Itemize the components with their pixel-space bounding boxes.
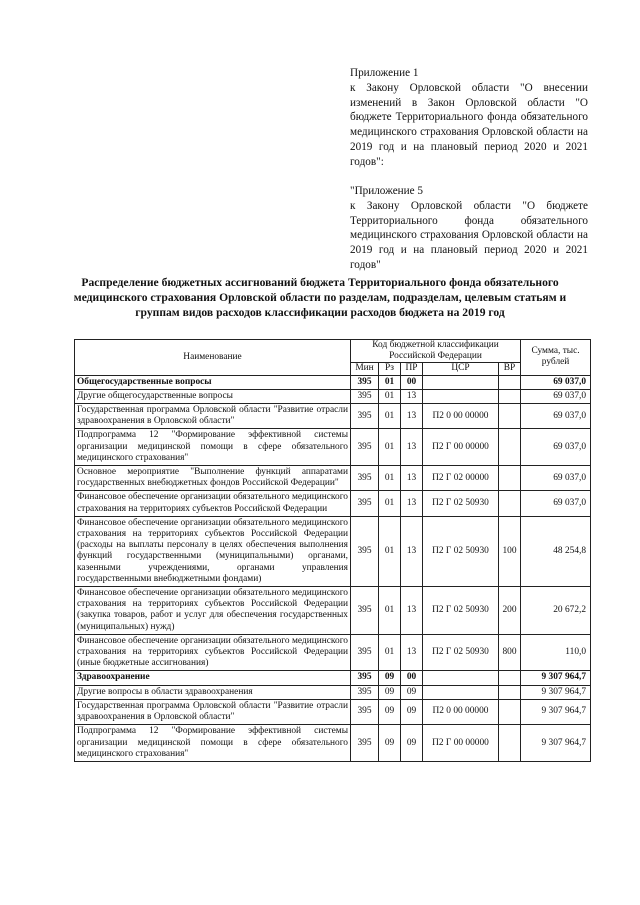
- row-csr: П2 Г 02 50930: [423, 634, 499, 671]
- row-csr: [423, 671, 499, 685]
- row-pr: 09: [401, 685, 423, 699]
- header-rz: Рз: [379, 363, 401, 375]
- row-min: 395: [351, 725, 379, 762]
- row-pr: 13: [401, 404, 423, 429]
- row-csr: П2 Г 02 50930: [423, 491, 499, 516]
- row-vr: [499, 671, 521, 685]
- row-rz: 09: [379, 725, 401, 762]
- appendix-1-text: к Закону Орловской области "О внесении изменений в Закон Орловской области "О бюджете Территориального фонда обязательного медицинского страхования Орловской области на 2019 год и на плановый период 2020 и 2021 годов":: [350, 81, 588, 168]
- table-row: [75, 375, 591, 389]
- row-min: 395: [351, 491, 379, 516]
- row-min: 395: [351, 685, 379, 699]
- table-row: [75, 491, 591, 516]
- row-rz: 01: [379, 429, 401, 466]
- row-amount: 69 037,0: [521, 491, 591, 516]
- row-min: 395: [351, 429, 379, 466]
- row-amount: 110,0: [521, 634, 591, 671]
- row-name: Финансовое обеспечение организации обязательного медицинского страхования на территориях субъектов Российской Федерации (иные бюджетные ассигнования): [75, 634, 351, 671]
- row-name: Финансовое обеспечение организации обязательного медицинского страхования на территориях субъектов Российской Федерации: [75, 491, 351, 516]
- row-csr: [423, 375, 499, 389]
- row-rz: 09: [379, 671, 401, 685]
- row-rz: 01: [379, 375, 401, 389]
- row-min: 395: [351, 516, 379, 586]
- header-code-group: Код бюджетной классификации Российской Федерации: [351, 340, 521, 363]
- row-name: Финансовое обеспечение организации обязательного медицинского страхования на территориях субъектов Российской Федерации (расходы на выплаты персоналу в целях обеспечения выполнения функций государственными (муниципальными) органами, казенными учреждениями, органами управления государственными внебюджетными фондами): [75, 516, 351, 586]
- table-body: [75, 375, 591, 761]
- row-csr: П2 Г 02 50930: [423, 587, 499, 635]
- row-vr: [499, 725, 521, 762]
- row-rz: 01: [379, 466, 401, 491]
- row-min: 395: [351, 699, 379, 724]
- table-row: [75, 466, 591, 491]
- header-min: Мин: [351, 363, 379, 375]
- row-rz: 01: [379, 404, 401, 429]
- row-vr: [499, 429, 521, 466]
- row-name: Другие общегосударственные вопросы: [75, 389, 351, 403]
- table-row: [75, 389, 591, 403]
- row-csr: П2 0 00 00000: [423, 404, 499, 429]
- row-min: 395: [351, 634, 379, 671]
- row-csr: П2 Г 00 00000: [423, 725, 499, 762]
- row-vr: [499, 389, 521, 403]
- row-pr: 13: [401, 429, 423, 466]
- row-name: Подпрограмма 12 "Формирование эффективной системы организации медицинской помощи в сфере обязательного медицинского страхования": [75, 429, 351, 466]
- appendix-5-title: "Приложение 5: [350, 185, 424, 197]
- row-pr: 13: [401, 466, 423, 491]
- row-pr: 13: [401, 634, 423, 671]
- appendix-1-block: [350, 66, 588, 170]
- row-amount: 48 254,8: [521, 516, 591, 586]
- row-min: 395: [351, 587, 379, 635]
- header-name: Наименование: [75, 340, 351, 376]
- row-rz: 09: [379, 699, 401, 724]
- row-csr: П2 Г 02 50930: [423, 516, 499, 586]
- row-name: Здравоохранение: [75, 671, 351, 685]
- table-row: [75, 587, 591, 635]
- row-amount: 9 307 964,7: [521, 725, 591, 762]
- table-row: [75, 699, 591, 724]
- row-vr: [499, 466, 521, 491]
- row-min: 395: [351, 389, 379, 403]
- table-row: [75, 404, 591, 429]
- row-min: 395: [351, 404, 379, 429]
- row-vr: [499, 375, 521, 389]
- table-row: [75, 671, 591, 685]
- row-vr: [499, 404, 521, 429]
- table-row: [75, 685, 591, 699]
- row-name: Подпрограмма 12 "Формирование эффективной системы организации медицинской помощи в сфере обязательного медицинского страхования": [75, 725, 351, 762]
- row-vr: [499, 699, 521, 724]
- budget-table: [74, 339, 591, 762]
- row-rz: 01: [379, 389, 401, 403]
- row-name: Другие вопросы в области здравоохранения: [75, 685, 351, 699]
- row-amount: 69 037,0: [521, 466, 591, 491]
- row-rz: 01: [379, 634, 401, 671]
- row-pr: 00: [401, 671, 423, 685]
- row-name: Государственная программа Орловской области "Развитие отрасли здравоохранения в Орловской области": [75, 699, 351, 724]
- table-row: [75, 634, 591, 671]
- row-amount: 69 037,0: [521, 389, 591, 403]
- row-name: Основное мероприятие "Выполнение функций аппаратами государственных внебюджетных фондов Российской Федерации": [75, 466, 351, 491]
- row-vr: 200: [499, 587, 521, 635]
- table-row: [75, 429, 591, 466]
- row-rz: 01: [379, 491, 401, 516]
- row-pr: 09: [401, 699, 423, 724]
- header-vr: ВР: [499, 363, 521, 375]
- row-vr: 100: [499, 516, 521, 586]
- row-rz: 09: [379, 685, 401, 699]
- appendix-1-title: Приложение 1: [350, 67, 419, 79]
- row-csr: [423, 685, 499, 699]
- row-name: Общегосударственные вопросы: [75, 375, 351, 389]
- row-name: Финансовое обеспечение организации обязательного медицинского страхования на территориях субъектов Российской Федерации (закупка товаров, работ и услуг для обеспечения государственных (муниципальных) нужд): [75, 587, 351, 635]
- appendix-5-block: [350, 184, 588, 273]
- row-amount: 69 037,0: [521, 375, 591, 389]
- row-pr: 13: [401, 587, 423, 635]
- row-amount: 20 672,2: [521, 587, 591, 635]
- row-vr: [499, 685, 521, 699]
- table-row: [75, 516, 591, 586]
- row-rz: 01: [379, 587, 401, 635]
- appendix-5-text: к Закону Орловской области "О бюджете Территориального фонда обязательного медицинского страхования Орловской области на 2019 год и на плановый период 2020 и 2021 годов": [350, 199, 588, 271]
- header-amount: Сумма, тыс. рублей: [521, 340, 591, 376]
- row-pr: 00: [401, 375, 423, 389]
- row-min: 395: [351, 466, 379, 491]
- document-title: Распределение бюджетных ассигнований бюджета Территориального фонда обязательного медицинского страхования Орловской области по разделам, подразделам, целевым статьям и группам видов расходов классификации расходов бюджета на 2019 год: [73, 276, 567, 319]
- row-pr: 13: [401, 389, 423, 403]
- row-name: Государственная программа Орловской области "Развитие отрасли здравоохранения в Орловской области": [75, 404, 351, 429]
- row-amount: 9 307 964,7: [521, 685, 591, 699]
- row-csr: [423, 389, 499, 403]
- row-pr: 09: [401, 725, 423, 762]
- table-row: [75, 725, 591, 762]
- row-amount: 9 307 964,7: [521, 671, 591, 685]
- row-rz: 01: [379, 516, 401, 586]
- row-vr: [499, 491, 521, 516]
- row-min: 395: [351, 671, 379, 685]
- row-vr: 800: [499, 634, 521, 671]
- row-pr: 13: [401, 516, 423, 586]
- row-csr: П2 0 00 00000: [423, 699, 499, 724]
- header-csr: ЦСР: [423, 363, 499, 375]
- row-pr: 13: [401, 491, 423, 516]
- row-csr: П2 Г 00 00000: [423, 429, 499, 466]
- row-amount: 69 037,0: [521, 429, 591, 466]
- header-pr: ПР: [401, 363, 423, 375]
- row-min: 395: [351, 375, 379, 389]
- row-amount: 69 037,0: [521, 404, 591, 429]
- row-amount: 9 307 964,7: [521, 699, 591, 724]
- row-csr: П2 Г 02 00000: [423, 466, 499, 491]
